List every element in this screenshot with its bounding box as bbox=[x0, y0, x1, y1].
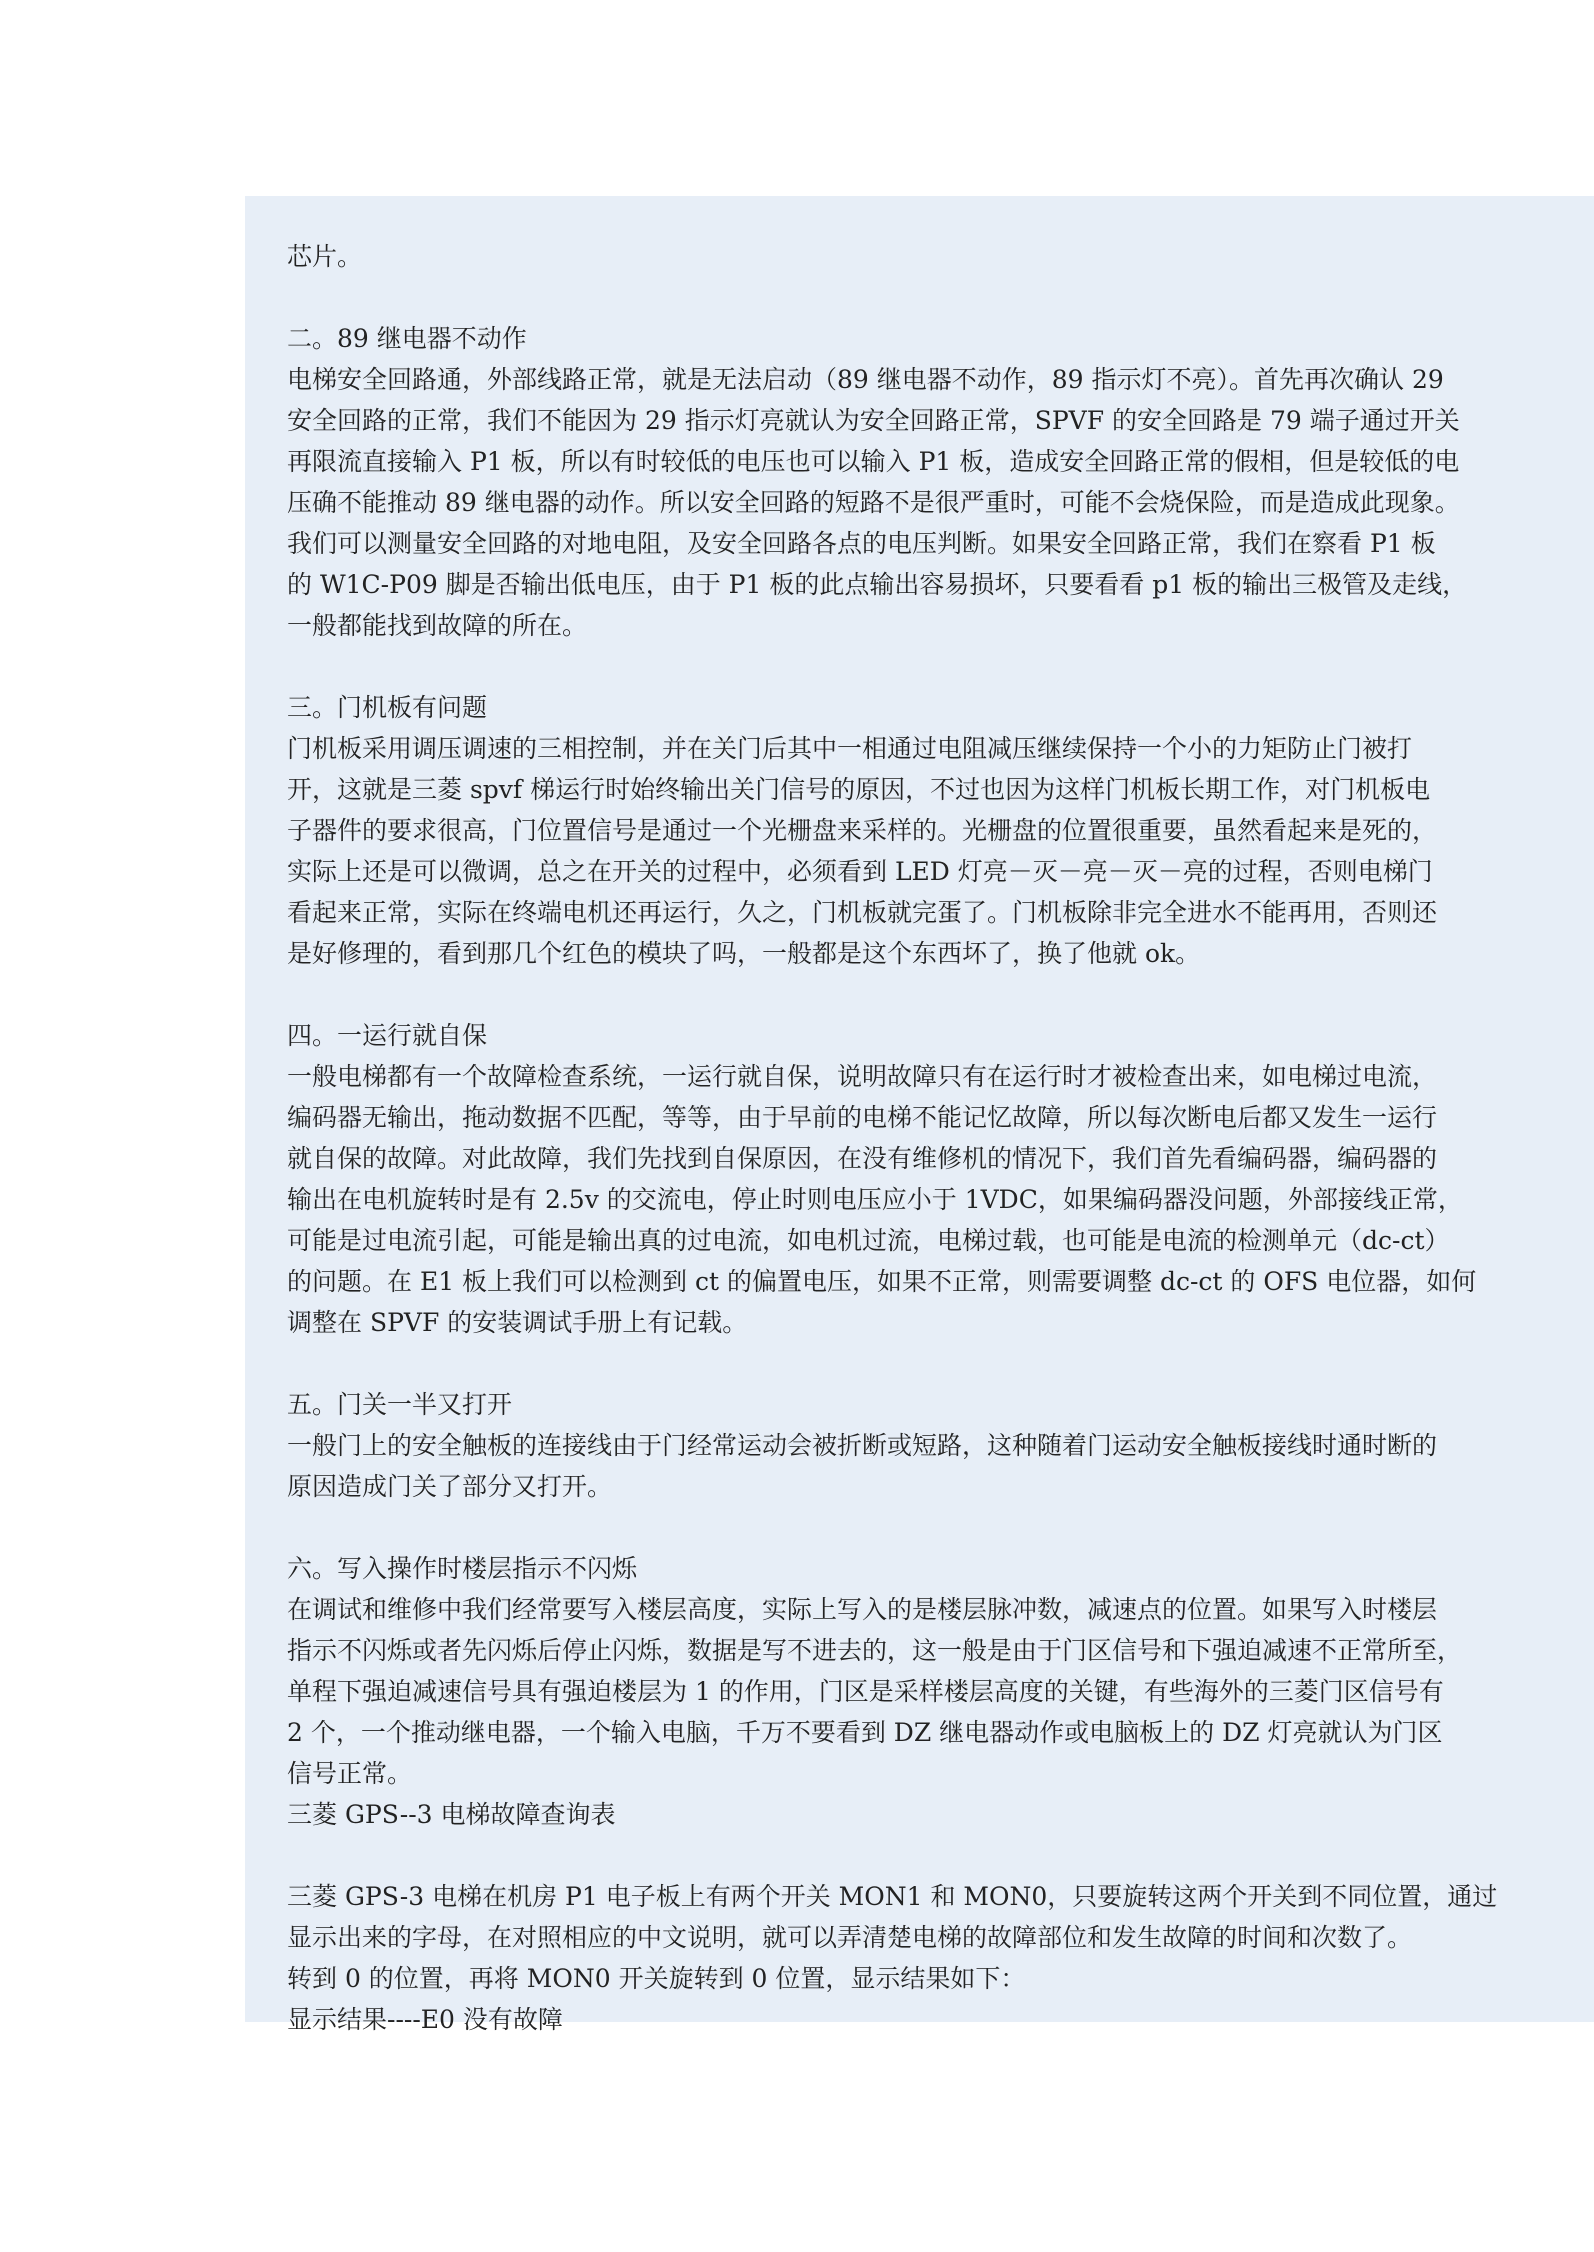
text-line: 信号正常。 bbox=[287, 1759, 413, 1788]
text-line: 六。写入操作时楼层指示不闪烁 bbox=[287, 1554, 638, 1583]
text-line: 原因造成门关了部分又打开。 bbox=[287, 1472, 613, 1501]
text-line: 实际上还是可以微调，总之在开关的过程中，必须看到 LED 灯亮－灭－亮－灭－亮的过程，否则电梯门 bbox=[287, 857, 1433, 886]
text-line: 芯片。 bbox=[287, 242, 363, 271]
text-line: 的问题。在 E1 板上我们可以检测到 ct 的偏置电压，如果不正常，则需要调整 dc-ct 的 OFS 电位器，如何 bbox=[287, 1267, 1477, 1296]
text-line: 三菱 GPS--3 电梯故障查询表 bbox=[287, 1800, 616, 1829]
text-line: 一般门上的安全触板的连接线由于门经常运动会被折断或短路，这种随着门运动安全触板接线时通时断的 bbox=[287, 1431, 1438, 1460]
text-line: 编码器无输出，拖动数据不匹配，等等，由于早前的电梯不能记忆故障，所以每次断电后都又发生一运行 bbox=[287, 1103, 1438, 1132]
text-line: 再限流直接输入 P1 板，所以有时较低的电压也可以输入 P1 板，造成安全回路正常的假相，但是较低的电 bbox=[287, 447, 1460, 476]
text-line: 三。门机板有问题 bbox=[287, 693, 488, 722]
blank-line bbox=[287, 277, 1594, 318]
content-panel bbox=[245, 196, 1594, 2034]
text-line: 输出在电机旋转时是有 2.5v 的交流电，停止时则电压应小于 1VDC，如果编码器没问题，外部接线正常， bbox=[287, 1185, 1463, 1214]
text-line: 调整在 SPVF 的安装调试手册上有记载。 bbox=[287, 1308, 748, 1337]
text-line: 显示出来的字母，在对照相应的中文说明，就可以弄清楚电梯的故障部位和发生故障的时间和次数了。 bbox=[287, 1923, 1413, 1952]
text-line: 指示不闪烁或者先闪烁后停止闪烁，数据是写不进去的，这一般是由于门区信号和下强迫减速不正常所至， bbox=[287, 1636, 1463, 1665]
text-line: 电梯安全回路通，外部线路正常，就是无法启动（89 继电器不动作，89 指示灯不亮）。首先再次确认 29 bbox=[287, 365, 1444, 394]
text-line: 开，这就是三菱 spvf 梯运行时始终输出关门信号的原因，不过也因为这样门机板长期工作，对门机板电 bbox=[287, 775, 1431, 804]
text-line: 在调试和维修中我们经常要写入楼层高度，实际上写入的是楼层脉冲数，减速点的位置。如果写入时楼层 bbox=[287, 1595, 1438, 1624]
text-line: 转到 0 的位置，再将 MON0 开关旋转到 0 位置，显示结果如下： bbox=[287, 1964, 1026, 1993]
text-line: 子器件的要求很高，门位置信号是通过一个光栅盘来采样的。光栅盘的位置很重要，虽然看起来是死的， bbox=[287, 816, 1438, 845]
blank-line bbox=[287, 646, 1594, 687]
text-line: 三菱 GPS-3 电梯在机房 P1 电子板上有两个开关 MON1 和 MON0，只要旋转这两个开关到不同位置，通过 bbox=[287, 1882, 1498, 1911]
text-line: 2 个，一个推动继电器，一个输入电脑，千万不要看到 DZ 继电器动作或电脑板上的 DZ 灯亮就认为门区 bbox=[287, 1718, 1443, 1747]
blank-line bbox=[287, 974, 1594, 1015]
text-line: 一般电梯都有一个故障检查系统，一运行就自保，说明故障只有在运行时才被检查出来，如电梯过电流， bbox=[287, 1062, 1438, 1091]
text-line: 安全回路的正常，我们不能因为 29 指示灯亮就认为安全回路正常，SPVF 的安全回路是 79 端子通过开关 bbox=[287, 406, 1460, 435]
text-line: 二。89 继电器不动作 bbox=[287, 324, 527, 353]
blank-line bbox=[287, 1507, 1594, 1548]
text-line: 压确不能推动 89 继电器的动作。所以安全回路的短路不是很严重时，可能不会烧保险，而是造成此现象。 bbox=[287, 488, 1460, 517]
text-line: 四。一运行就自保 bbox=[287, 1021, 488, 1050]
blank-line bbox=[287, 1343, 1594, 1384]
text-line: 显示结果----E0 没有故障 bbox=[287, 2005, 563, 2034]
text-line: 一般都能找到故障的所在。 bbox=[287, 611, 588, 640]
text-line: 看起来正常，实际在终端电机还再运行，久之，门机板就完蛋了。门机板除非完全进水不能再用，否则还 bbox=[287, 898, 1438, 927]
blank-line bbox=[287, 1835, 1594, 1876]
text-line: 就自保的故障。对此故障，我们先找到自保原因，在没有维修机的情况下，我们首先看编码器，编码器的 bbox=[287, 1144, 1438, 1173]
text-line: 可能是过电流引起，可能是输出真的过电流，如电机过流，电梯过载，也可能是电流的检测单元（dc-ct） bbox=[287, 1226, 1450, 1255]
text-line: 是好修理的，看到那几个红色的模块了吗，一般都是这个东西坏了，换了他就 ok。 bbox=[287, 939, 1201, 968]
text-line: 的 W1C-P09 脚是否输出低电压，由于 P1 板的此点输出容易损坏，只要看看 p1 板的输出三极管及走线， bbox=[287, 570, 1468, 599]
text-line: 我们可以测量安全回路的对地电阻，及安全回路各点的电压判断。如果安全回路正常，我们在察看 P1 板 bbox=[287, 529, 1436, 558]
text-line: 五。门关一半又打开 bbox=[287, 1390, 513, 1419]
text-line: 单程下强迫减速信号具有强迫楼层为 1 的作用，门区是采样楼层高度的关键，有些海外的三菱门区信号有 bbox=[287, 1677, 1444, 1706]
text-line: 门机板采用调压调速的三相控制，并在关门后其中一相通过电阻减压继续保持一个小的力矩防止门被打 bbox=[287, 734, 1413, 763]
